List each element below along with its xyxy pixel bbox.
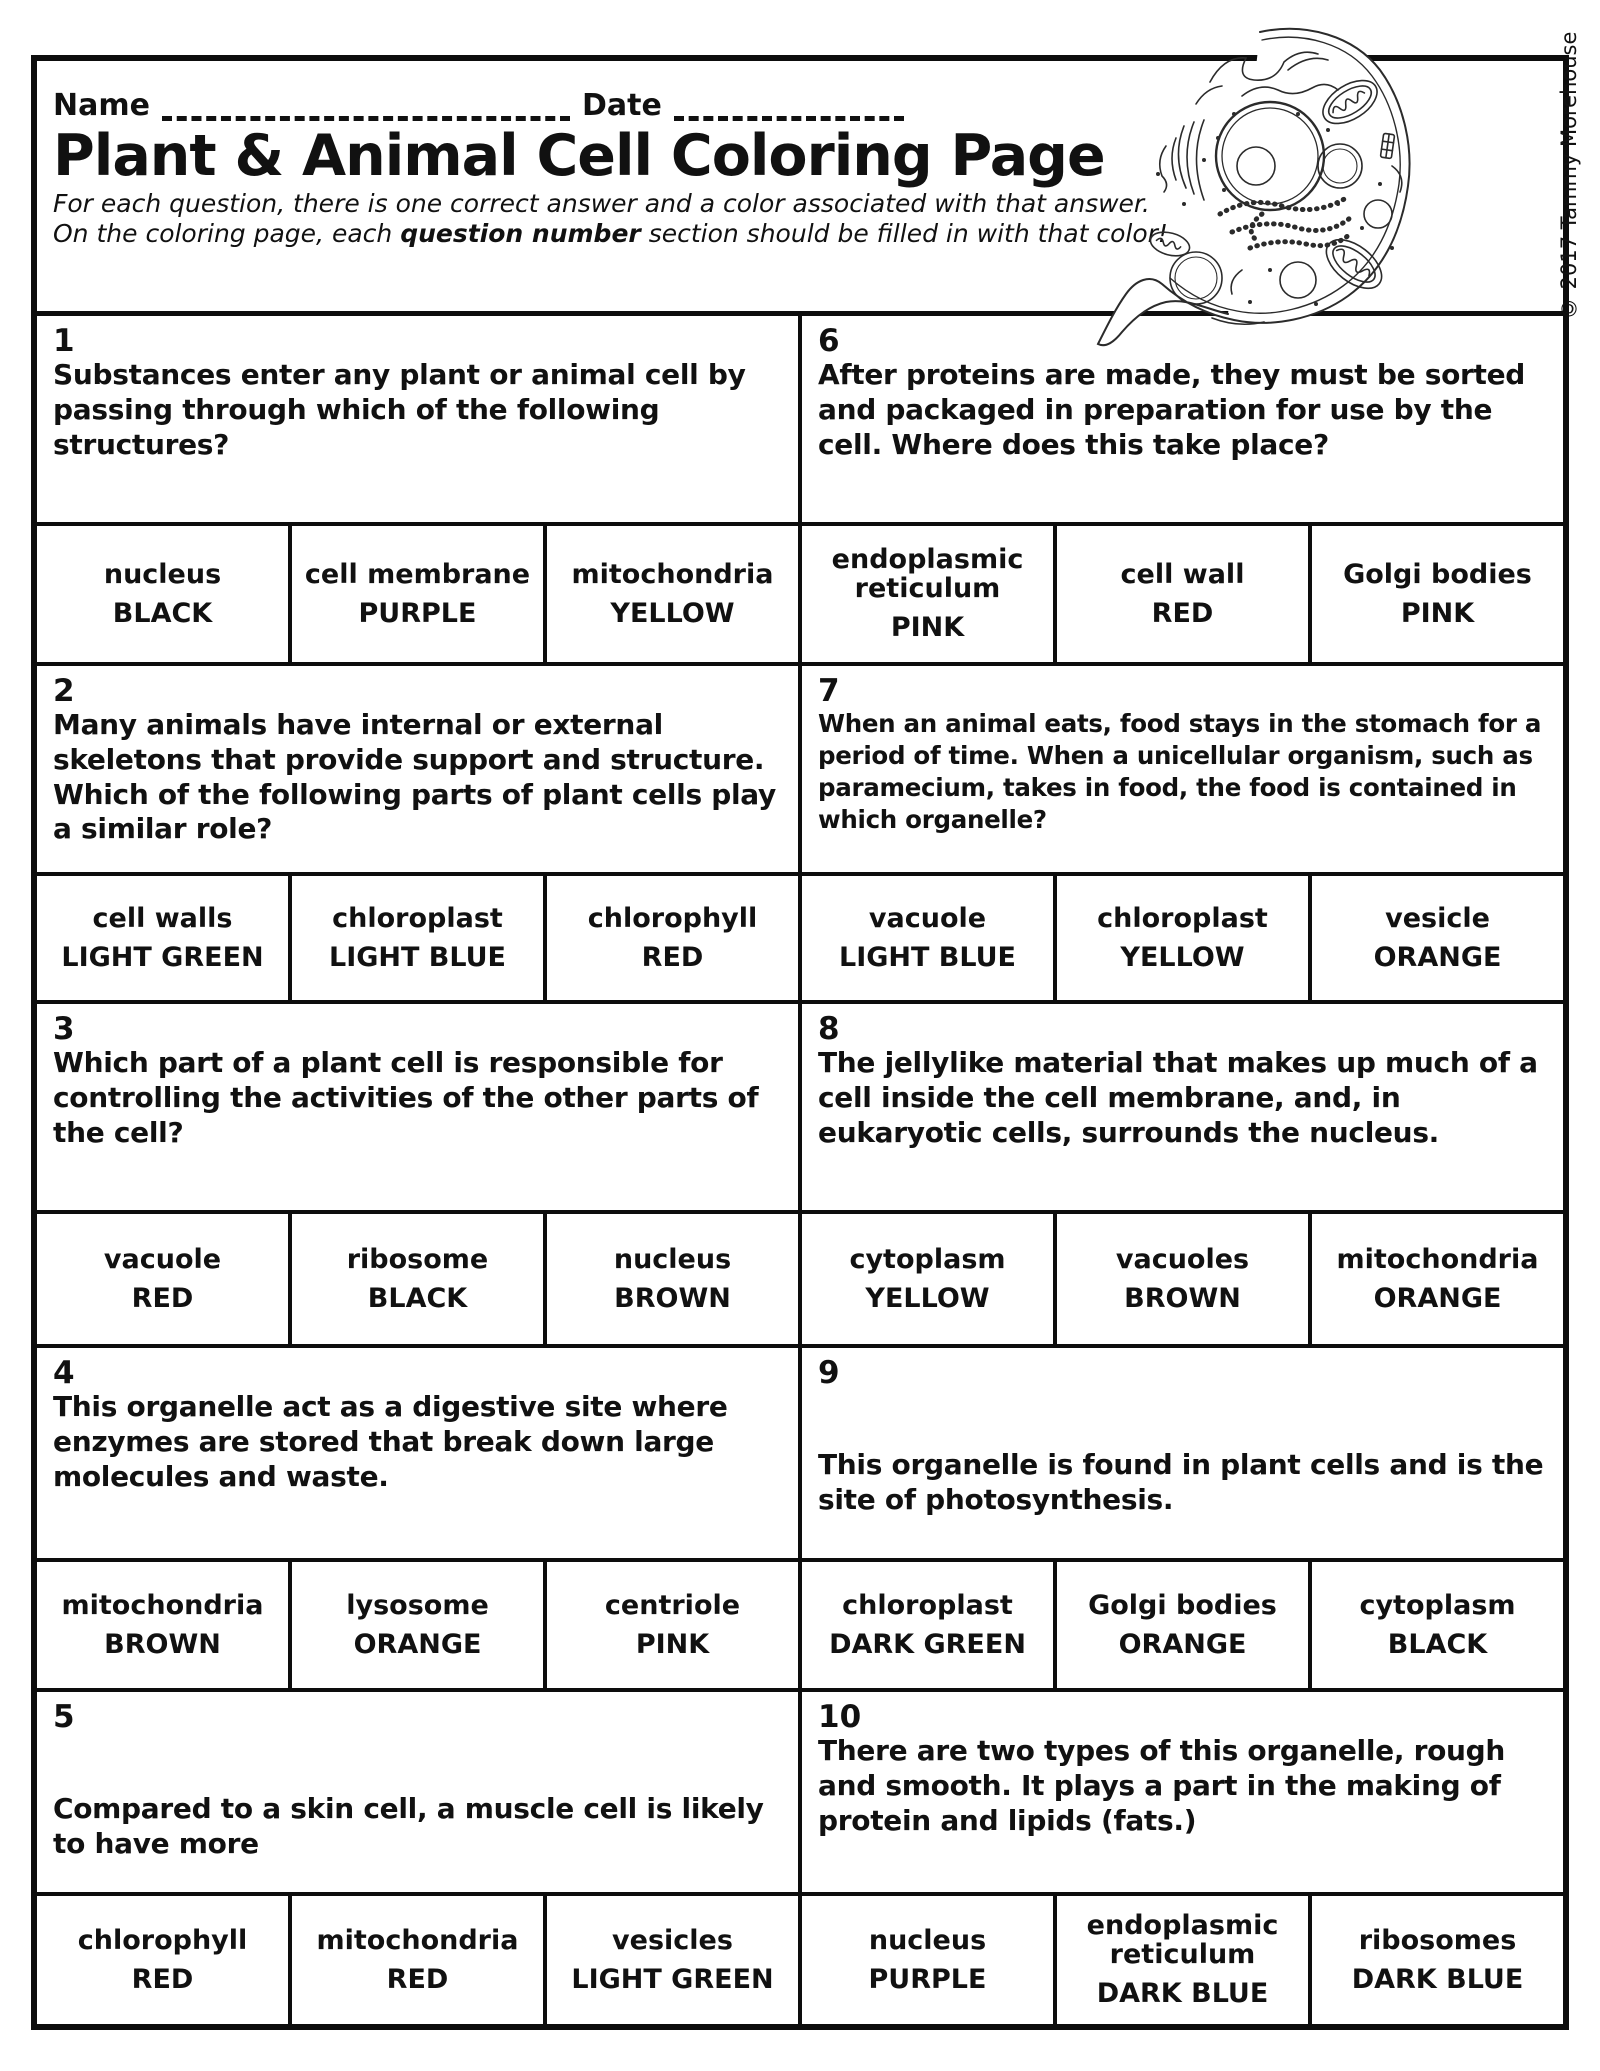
answer-color: BLACK: [1387, 1628, 1488, 1660]
answer-color: DARK BLUE: [1096, 1978, 1269, 2010]
answer-option-q6-3: [1312, 526, 1563, 662]
answer-organelle: endoplasmic reticulum: [1086, 1910, 1279, 1971]
answer-color: BROWN: [614, 1282, 731, 1314]
answer-option-q4-3: [547, 1562, 798, 1688]
answer-organelle: chloroplast: [1097, 902, 1268, 934]
answer-organelle: Golgi bodies: [1088, 1589, 1277, 1621]
answer-color: PINK: [890, 612, 965, 644]
question-number: 7: [818, 673, 840, 709]
question-number: 9: [818, 1355, 840, 1391]
answer-option-q7-1: [802, 876, 1053, 1000]
answer-color: LIGHT GREEN: [571, 1963, 774, 1995]
answer-option-q5-1: [37, 1896, 288, 2024]
answer-option-q2-2: [292, 876, 543, 1000]
answer-option-q1-1: [37, 526, 288, 662]
instructions-line-1: For each question, there is one correct answer and a color associated with that answer.: [53, 189, 1150, 219]
answer-organelle: cell wall: [1120, 558, 1245, 590]
answer-organelle: cytoplasm: [849, 1243, 1006, 1275]
question-text: This organelle act as a digestive site where enzymes are stored that break down large molecules and waste.: [53, 1390, 728, 1493]
answer-color: ORANGE: [1118, 1628, 1247, 1660]
answer-color: YELLOW: [610, 597, 735, 629]
answer-color: LIGHT GREEN: [61, 941, 264, 973]
question-number: 1: [53, 323, 75, 359]
answer-option-q6-1: [802, 526, 1053, 662]
answer-option-q9-1: [802, 1562, 1053, 1688]
question-text: Which part of a plant cell is responsible for controlling the activities of the other parts of the cell?: [53, 1046, 759, 1149]
answer-color: RED: [641, 941, 704, 973]
answer-option-q1-3: [547, 526, 798, 662]
answer-color: ORANGE: [1373, 941, 1502, 973]
answer-color: PINK: [635, 1628, 710, 1660]
answer-organelle: chloroplast: [332, 902, 503, 934]
answer-option-q8-2: [1057, 1214, 1308, 1344]
answer-organelle: chlorophyll: [77, 1924, 248, 1956]
question-text: Many animals have internal or external skeletons that provide support and structure. Which of the following parts of plant cells play a similar role?: [53, 708, 776, 846]
answer-color: RED: [131, 1282, 194, 1314]
answer-option-q2-1: [37, 876, 288, 1000]
copyright-text: © 2017 Tammy Morehouse: [1557, 31, 1581, 320]
answer-organelle: vesicles: [612, 1924, 733, 1956]
title-part-2: Coloring Page: [670, 123, 1105, 189]
answer-option-q4-2: [292, 1562, 543, 1688]
title-part-1: Plant & Animal Cell: [53, 123, 653, 189]
answer-color: LIGHT BLUE: [328, 941, 507, 973]
name-blank-line: [162, 94, 570, 121]
answer-option-q10-1: [802, 1896, 1053, 2024]
answer-option-q10-2: [1057, 1896, 1308, 2024]
answer-organelle: chlorophyll: [587, 902, 758, 934]
answer-organelle: cell walls: [92, 902, 233, 934]
answer-color: BLACK: [367, 1282, 468, 1314]
instructions-line-2-post: section should be filled in with that color!: [640, 218, 1168, 248]
question-number: 2: [53, 673, 75, 709]
question-number: 4: [53, 1355, 75, 1391]
answer-organelle: mitochondria: [316, 1924, 519, 1956]
answer-color: DARK BLUE: [1351, 1963, 1524, 1995]
question-1: [37, 316, 798, 522]
answer-color: PINK: [1400, 597, 1475, 629]
answer-organelle: mitochondria: [61, 1589, 264, 1621]
answer-color: BLACK: [112, 597, 213, 629]
answer-color: BROWN: [104, 1628, 221, 1660]
answer-color: BROWN: [1124, 1282, 1241, 1314]
answer-option-q9-2: [1057, 1562, 1308, 1688]
answer-organelle: ribosomes: [1358, 1924, 1517, 1956]
question-8: [802, 1004, 1563, 1210]
question-number: 8: [818, 1011, 840, 1047]
question-table: [37, 311, 1563, 2024]
answer-organelle: vacuole: [103, 1243, 222, 1275]
answer-option-q9-3: [1312, 1562, 1563, 1688]
answer-color: RED: [131, 1963, 194, 1995]
question-10: [802, 1692, 1563, 1892]
instructions-bold: question number: [400, 218, 641, 248]
answer-option-q2-3: [547, 876, 798, 1000]
answer-color: ORANGE: [1373, 1282, 1502, 1314]
answer-option-q7-2: [1057, 876, 1308, 1000]
question-number: 5: [53, 1699, 75, 1735]
animal-cell-illustration: [1092, 18, 1437, 358]
answer-organelle: centriole: [604, 1589, 741, 1621]
question-number: 6: [818, 323, 840, 359]
name-label: Name: [53, 88, 150, 123]
answer-option-q8-1: [802, 1214, 1053, 1344]
answer-option-q5-2: [292, 1896, 543, 2024]
answer-organelle: endoplasmic reticulum: [831, 544, 1024, 605]
answer-color: DARK GREEN: [829, 1628, 1026, 1660]
answer-organelle: nucleus: [103, 558, 222, 590]
answer-color: PURPLE: [868, 1963, 987, 1995]
answer-color: YELLOW: [1120, 941, 1245, 973]
question-text: Compared to a skin cell, a muscle cell is likely to have more: [53, 1792, 764, 1860]
answer-option-q3-3: [547, 1214, 798, 1344]
answer-option-q1-2: [292, 526, 543, 662]
answer-organelle: mitochondria: [571, 558, 774, 590]
question-text: After proteins are made, they must be sorted and packaged in preparation for use by the cell. Where does this take place?: [818, 358, 1526, 461]
question-number: 10: [818, 1699, 862, 1735]
question-2: [37, 666, 798, 872]
answer-option-q10-3: [1312, 1896, 1563, 2024]
instructions-line-2-pre: On the coloring page, each: [53, 218, 401, 248]
question-5: [37, 1692, 798, 1892]
question-text: Substances enter any plant or animal cell by passing through which of the following structures?: [53, 358, 746, 461]
answer-organelle: ribosome: [346, 1243, 489, 1275]
answer-option-q3-1: [37, 1214, 288, 1344]
question-text: The jellylike material that makes up much of a cell inside the cell membrane, and, in eukaryotic cells, surrounds the nucleus.: [818, 1046, 1538, 1149]
question-text: There are two types of this organelle, rough and smooth. It plays a part in the making of protein and lipids (fats.): [818, 1734, 1506, 1837]
answer-organelle: nucleus: [868, 1924, 987, 1956]
answer-organelle: vesicle: [1385, 902, 1490, 934]
answer-color: YELLOW: [865, 1282, 990, 1314]
question-number: 3: [53, 1011, 75, 1047]
answer-color: PURPLE: [358, 597, 477, 629]
answer-organelle: nucleus: [613, 1243, 732, 1275]
answer-organelle: cell membrane: [304, 558, 531, 590]
question-9: [802, 1348, 1563, 1558]
answer-organelle: Golgi bodies: [1343, 558, 1532, 590]
answer-color: LIGHT BLUE: [838, 941, 1017, 973]
answer-option-q5-3: [547, 1896, 798, 2024]
answer-option-q6-2: [1057, 526, 1308, 662]
question-7: [802, 666, 1563, 872]
question-text: When an animal eats, food stays in the stomach for a period of time. When a unicellular organism, such as paramecium, takes in food, the food is contained in which organelle?: [818, 709, 1542, 834]
answer-option-q7-3: [1312, 876, 1563, 1000]
answer-option-q4-1: [37, 1562, 288, 1688]
question-text: This organelle is found in plant cells and is the site of photosynthesis.: [818, 1448, 1544, 1516]
question-4: [37, 1348, 798, 1558]
answer-color: RED: [1151, 597, 1214, 629]
answer-organelle: chloroplast: [842, 1589, 1013, 1621]
answer-organelle: vacuole: [868, 902, 987, 934]
answer-color: ORANGE: [353, 1628, 482, 1660]
answer-organelle: lysosome: [346, 1589, 489, 1621]
date-blank-line: [674, 94, 904, 121]
answer-option-q3-2: [292, 1214, 543, 1344]
question-3: [37, 1004, 798, 1210]
answer-organelle: vacuoles: [1115, 1243, 1250, 1275]
answer-option-q8-3: [1312, 1214, 1563, 1344]
answer-organelle: mitochondria: [1336, 1243, 1539, 1275]
date-label: Date: [581, 88, 662, 123]
answer-color: RED: [386, 1963, 449, 1995]
answer-organelle: cytoplasm: [1359, 1589, 1516, 1621]
